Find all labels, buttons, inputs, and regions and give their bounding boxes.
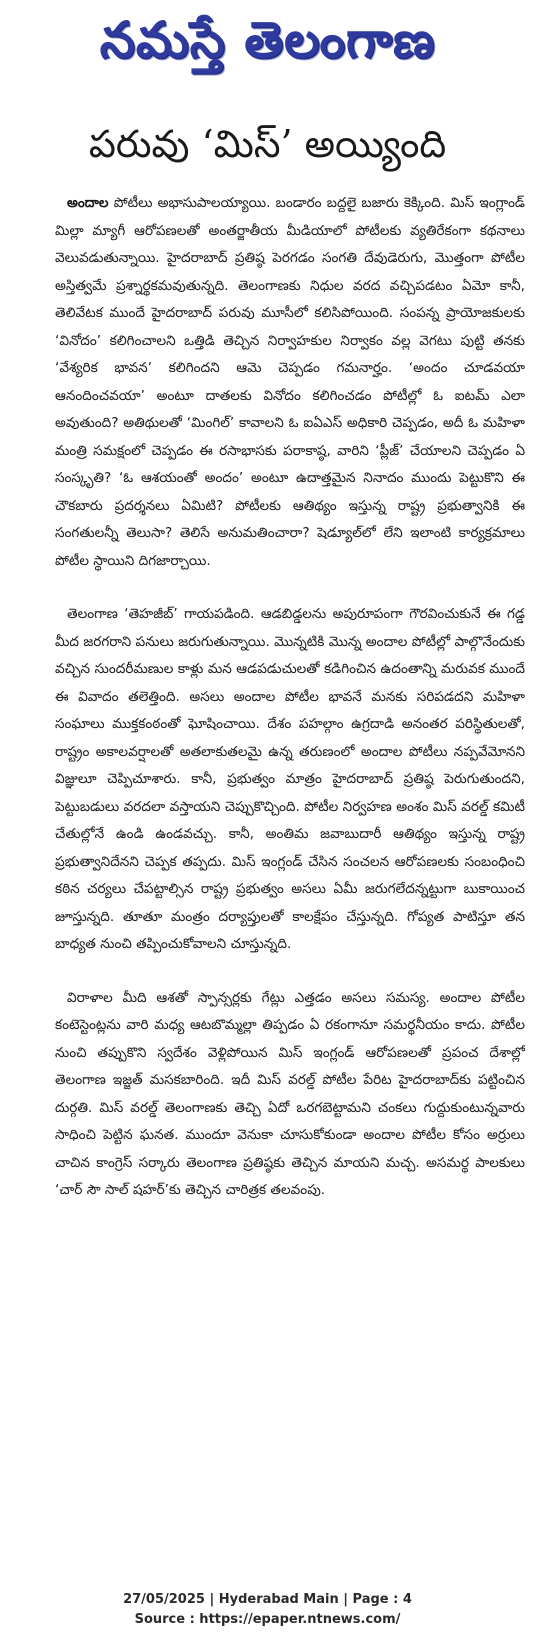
source-line: Source : https://epaper.ntnews.com/ [134,1612,401,1627]
page-footer [0,1590,535,1640]
edition-line: 27/05/2025 | Hyderabad Main | Page : 4 [123,1592,412,1607]
masthead-title: నమస్తే తెలంగాణ [99,10,436,69]
paragraph-1-text: పోటీలు అభాసుపాలయ్యాయి. బండారం బద్దలై బజారు కెక్కింది. మిస్ ఇంగ్లాండ్ మిల్లా మ్యాగీ ఆరోపణలతో అంతర్జాతీయ మీడియాలో పోటీలకు వ్యతిరేకంగా కథనాలు వెలువడుతున్నాయి. హైదరాబాద్ ప్రతిష్ఠ పెరగడం సంగతి దేవుడెరుగు, మొత్తంగా పోటీల అస్తిత్వమే ప్రశ్నార్థకమవుతున్నది. తెలంగాణకు నిధుల వరద వచ్చిపడటం ఏమో కానీ, తెలివేటక ముందే హైదరాబాద్ పరువు మూసీలో కలిసిపోయింది. సంపన్న ప్రాయోజకులకు ‘వినోదం’ కలిగించాలని ఒత్తిడి తెచ్చిన నిర్వాహకుల నిర్వాకం వల్ల వెగటు పుట్టి తనకు ‘వేశ్యరిక భావన’ కలిగిందని ఆమె చెప్పడం గమనార్హం. ‘అందం చూడవయా ఆనందించవయా’ అంటూ దాతలకు వినోదం కలిగించడం పోటీల్లో ఓ ఐటమ్ ఎలా అవుతుంది? అతిథులతో ‘మింగిల్’ కావాలని ఓ ఐఏఎస్ అధికారి చెప్పడం, అదీ ఓ మహిళా మంత్రి సమక్షంలో చెప్పడం ఈ రసాభాసకు పరాకాష్ఠ, వారిని ‘ప్లీజ్’ చేయాలని చెప్పడం ఏ సంస్కృతి? ‘ఓ ఆశయంతో అందం’ అంటూ ఉదాత్తమైన నినాదం ముందు పెట్టుకొని ఈ చౌకబారు ప్రదర్శనలు ఏమిటి? పోటీలకు ఆతిథ్యం ఇస్తున్న రాష్ట్ర ప్రభుత్వానికి ఈ సంగతులన్నీ తెలుసా? తెలిసే అనుమతించారా? షెడ్యూల్‌లో లేని ఇలాంటి కార్యక్రమాలు పోటీల స్థాయిని దిగజార్చాయి. [55,195,525,569]
editorial-article [55,190,525,1560]
lead-word: అందాల [67,195,109,211]
newspaper-masthead [0,0,535,92]
article-paragraph-3: విరాళాల మీది ఆశతో స్పాన్సర్లకు గేట్లు ఎత్తడం అసలు సమస్య. అందాల పోటీల కంటెస్టెంట్లను వారి మధ్య ఆటబొమ్మల్లా తిప్పడం ఏ రకంగానూ సమర్థనీయం కాదు. పోటీల నుంచి తప్పుకొని స్వదేశం వెళ్లిపోయిన మిస్ ఇంగ్లండ్ ఆరోపణలతో ప్రపంచ దేశాల్లో తెలంగాణ ఇజ్జత్ మసకబారింది. ఇదీ మిస్ వరల్డ్ పోటీల పేరిట హైదరాబాద్‌కు పట్టించిన దుర్గతి. మిస్ వరల్డ్ తెలంగాణకు తెచ్చి ఏదో ఒరగబెట్టామని చంకలు గుద్దుకుంటున్నవారు సాధించి పెట్టిన ఘనత. ముందూ వెనుకా చూసుకోకుండా అందాల పోటీల కోసం అర్రులు చాచిన కాంగ్రెస్ సర్కారు తెలంగాణ ప్రతిష్ఠకు తెచ్చిన మాయని మచ్చ. అసమర్థ పాలకులు ‘చార్ సౌ సాల్ షహర్’కు తెచ్చిన చారిత్రక తలవంపు. [55,989,525,1198]
article-paragraph-1 [55,190,525,575]
article-paragraph-2: తెలంగాణ ‘తెహజీబ్’ గాయపడింది. ఆడబిడ్డలను అపురూపంగా గౌరవించుకునే ఈ గడ్డ మీద జరగరాని పనులు జరుగుతున్నాయి. మొన్నటికి మొన్న అందాల పోటీల్లో పాల్గొనేందుకు వచ్చిన సుందరీమణుల కాళ్లు మన ఆడపడుచులతో కడిగించిన ఉదంతాన్ని మరువక ముందే ఈ వివాదం తలెత్తింది. అసలు అందాల పోటీల భావనే మనకు సరిపడదని మహిళా సంఘాలు ముక్తకంఠంతో ఘోషించాయి. దేశం పహల్గాం ఉగ్రదాడి అనంతర పరిస్థితులతో, రాష్ట్రం అకాలవర్షాలతో అతలాకుతలమై ఉన్న తరుణంలో అందాల పోటీలు నప్పవేమోనని విజ్ఞులూ చెప్పిచూశారు. కానీ, ప్రభుత్వం మాత్రం హైదరాబాద్ ప్రతిష్ఠ పెరుగుతుందని, పెట్టుబడులు వరదలా వస్తాయని చెప్పుకొచ్చింది. పోటీల నిర్వహణ అంశం మిస్ వరల్డ్ కమిటీ చేతుల్లోనే ఉండి ఉండవచ్చు. కానీ, అంతిమ జవాబుదారీ ఆతిథ్యం ఇస్తున్న రాష్ట్ర ప్రభుత్వానిదేనని చెప్పక తప్పదు. మిస్ ఇంగ్లండ్ చేసిన సంచలన ఆరోపణలకు సంబంధించి కఠిన చర్యలు చేపట్టాల్సిన రాష్ట్ర ప్రభుత్వం అసలు ఏమీ జరుగలేదన్నట్టుగా బుకాయించ జూస్తున్నది. తూతూ మంత్రం దర్యాప్తులతో కాలక్షేపం చేస్తున్నది. గోప్యత పాటిస్తూ తన బాధ్యత నుంచి తప్పించుకోవాలని చూస్తున్నది. [55,606,525,952]
article-headline: పరువు ‘మిస్’ అయ్యింది [88,122,447,166]
